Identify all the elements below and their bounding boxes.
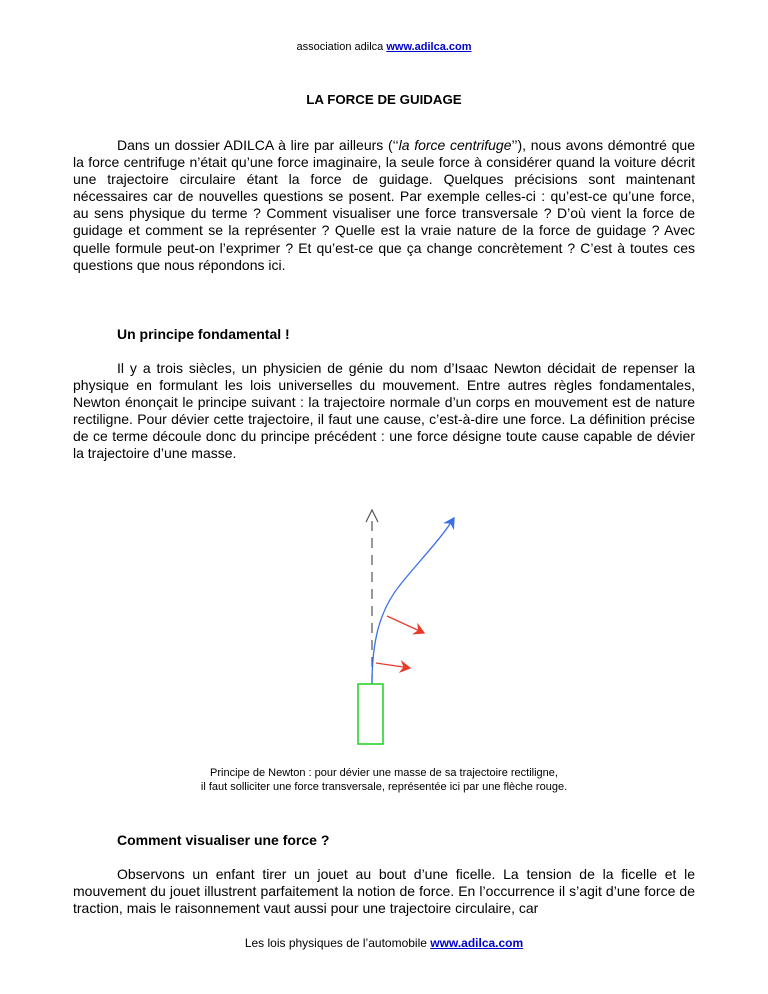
newton-principle-figure: [280, 500, 480, 750]
newton-diagram: [280, 500, 480, 750]
straight-path-arrowhead: [366, 510, 378, 522]
figure-caption: [0, 766, 768, 795]
header-text: association adilca: [296, 41, 387, 53]
section-principle-text: Il y a trois siècles, un physicien de génie du nom d’Isaac Newton décidait de repenser la physique en formulant les lois universelles du mouvement. Entre autres règles fondamentales, Newton énonçait le principe suivant : la trajectoire normale d’un corps en mouvement est de nature rectiligne. Pour dévier cette trajectoire, il faut une cause, c’est-à-dire une force. La définition précise de ce terme découle donc du principe précédent : une force désigne toute cause capable de dévier la trajectoire d’une masse.: [73, 360, 695, 462]
section-principle-paragraph: [73, 360, 695, 463]
deviated-trajectory-curve: [372, 518, 454, 684]
moving-mass-rectangle: [358, 684, 383, 744]
section-heading-visualize: Comment visualiser une force ?: [117, 832, 330, 848]
caption-line-1: Principe de Newton : pour dévier une masse de sa trajectoire rectiligne,: [210, 767, 558, 779]
document-title: LA FORCE DE GUIDAGE: [306, 92, 462, 107]
footer-text: Les lois physiques de l’automobile: [244, 936, 431, 950]
footer-link[interactable]: www.adilca.com: [430, 936, 524, 950]
section-visualize-paragraph: [73, 866, 695, 917]
intro-italic-reference: la force centrifuge: [398, 137, 512, 153]
intro-text-start: Dans un dossier ADILCA à lire par ailleurs (‘‘: [117, 137, 399, 153]
force-arrow-lower: [376, 663, 410, 668]
header-link[interactable]: www.adilca.com: [386, 41, 472, 53]
intro-paragraph: [73, 137, 695, 274]
force-arrow-upper: [387, 616, 424, 633]
section-heading-principle: Un principe fondamental !: [117, 326, 290, 342]
section-visualize-text: Observons un enfant tirer un jouet au bout d’une ficelle. La tension de la ficelle et le mouvement du jouet illustrent parfaitement la notion de force. En l’occurrence il s’agit d’une force de traction, mais le raisonnement vaut aussi pour une trajectoire circulaire, car: [73, 866, 695, 917]
intro-text-rest: ’’), nous avons démontré que la force centrifuge n’était qu’une force imaginaire, la seule force à considérer quand la voiture décrit une trajectoire circulaire étant la force de guidage. Quelques précisions sont maintenant nécessaires car de nouvelles questions se posent. Par exemple celles-ci : qu’est-ce qu’une force, au sens physique du terme ? Comment visualiser une force transversale ? D’où vient la force de guidage et comment se la représenter ? Quelle est la vraie nature de la force de guidage ? Avec quelle formule peut-on l’exprimer ? Et qu’est-ce que ça change concrètement ? C’est à toutes ces questions que nous répondons ici.: [73, 137, 695, 273]
page-footer: [0, 936, 768, 950]
caption-line-2: il faut solliciter une force transversale, représentée ici par une flèche rouge.: [200, 781, 568, 794]
page-header: [0, 41, 768, 53]
